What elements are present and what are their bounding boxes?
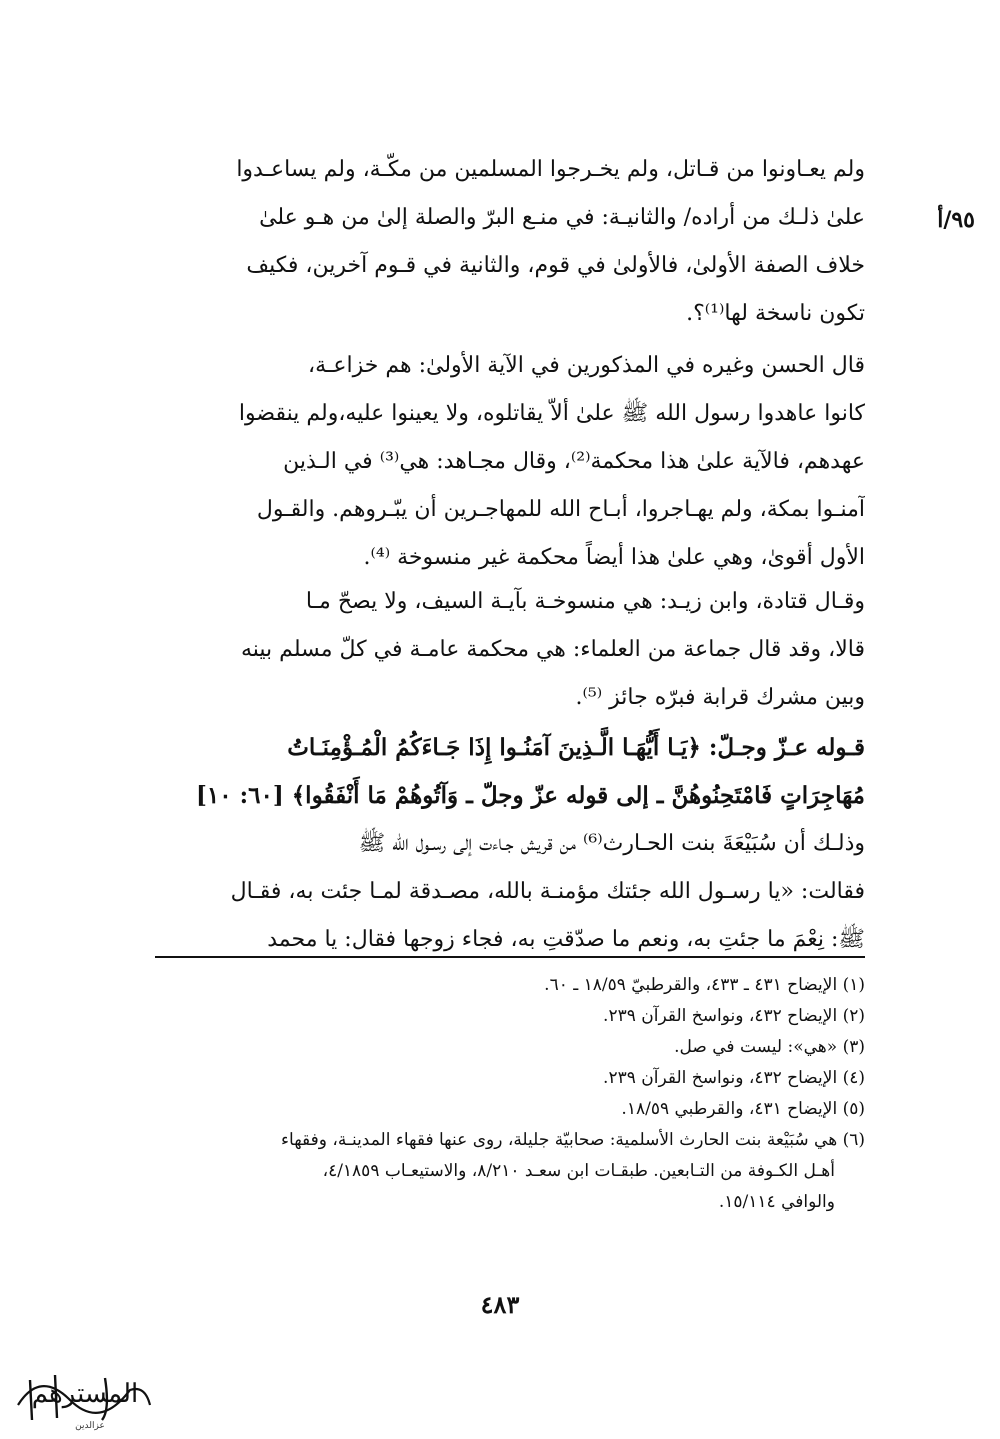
text-line: الأول أقوىٰ، وهي علىٰ هذا أيضاً محكمة غير منسوخة ⁽⁴⁾. [363,545,865,570]
text-line: آمنـوا بمكة، ولم يهـاجروا، أبـاح الله للمهاجـرين أن يبّـروهم. والقـول [256,497,865,522]
footnote: (٥) الإيضاح ٤٣١، والقرطبي ١٨/٥٩. [621,1099,865,1119]
paragraph-2 [155,342,865,582]
manuscript-folio-reference: ٩٥/أ [937,207,975,233]
footnote: (٦) هي سُبَيْعة بنت الحارث الأسلمية: صحابيّة جليلة، روى عنها فقهاء المدينـة، وفقهاء [281,1130,865,1150]
logo-sub-text: عزالدين [75,1421,105,1431]
text-line: قال الحسن وغيره في المذكورين في الآية الأولىٰ: هم خزاعـة، [308,353,865,378]
text-line: خلاف الصفة الأولىٰ، فالأولىٰ في قوم، والثانية في قـوم آخرين، فكيف [246,253,865,278]
text-line: علىٰ ذلـك من أراده/ والثانيـة: في منـع البرّ والصلة إلىٰ من هـو علىٰ [259,205,865,230]
footnote: (٣) «هي»: ليست في صل. [674,1037,865,1057]
footnotes [155,970,865,1218]
paragraph-4 [155,724,865,964]
text-line: ﷺ: نِعْمَ ما جئتِ به، ونعم ما صدّقتِ به، فجاء زوجها فقال: يا محمد [267,927,865,952]
footnote-continuation: والوافي ١٥/١١٤. [718,1192,835,1212]
footnote: (٤) الإيضاح ٤٣٢، ونواسخ القرآن ٢٣٩. [603,1068,865,1088]
text-line: فقالت: «يا رسـول الله جئتك مؤمنـة بالله، مصـدقة لمـا جئت به، فقـال [230,879,865,904]
quran-verse-line: مُهَاجِرَاتٍ فَامْتَحِنُوهُنَّ ـ إلى قوله عزّ وجلّ ـ وَآتُوهُمْ مَا أَنْفَقُوا﴾ [٦٠: ١٠] [195,782,865,809]
text-line: وقـال قتادة، وابن زيـد: هي منسوخـة بآيـة السيف، ولا يصحّ مـا [305,589,865,614]
footnote-continuation: أهـل الكـوفة من التـابعين. طبقـات ابن سعـد ٨/٢١٠، والاستيعـاب ٤/١٨٥٩، [322,1161,835,1181]
paragraph-3 [155,578,865,722]
text-line: وبين مشرك قرابة فبرّه جائز ⁽⁵⁾. [575,685,865,710]
page-number: ٤٨٣ [480,1290,520,1319]
text-line: وذلـك أن سُبَيْعَةَ بنت الحـارث⁽⁶⁾ من قريش جـاءت إلى رسـول الله ﷺ [358,831,865,856]
text-line: عهدهم، فالآية علىٰ هذا محكمة⁽²⁾، وقال مجـاهد: هي⁽³⁾ في الـذين [283,449,865,474]
footnote: (١) الإيضاح ٤٣١ ـ ٤٣٣، والقرطبيّ ١٨/٥٩ ـ ٦٠. [544,975,865,995]
logo-main-text: المسترهم [31,1379,139,1409]
footnote-divider [155,956,865,958]
quran-verse-line: قـوله عـزّ وجـلّ: ﴿يَـا أَيُّهَـا الَّـذِينَ آمَنُـوا إِذَا جَـاءَكُمُ الْمُـؤْمِنَـاتُ [287,734,865,761]
text-line: قالا، وقد قال جماعة من العلماء: هي محكمة عامـة في كلّ مسلم بينه [240,637,865,662]
text-line: ولم يعـاونوا من قـاتل، ولم يخـرجوا المسلمين من مكّـة، ولم يساعـدوا [236,157,865,182]
text-line: تكون ناسخة لها⁽¹⁾؟. [686,301,865,326]
text-line: كانوا عاهدوا رسول الله ﷺ علىٰ ألاّ يقاتلوه، ولا يعينوا عليه،ولم ينقضوا [238,401,865,426]
calligraphy-logo [10,1350,160,1435]
footnote: (٢) الإيضاح ٤٣٢، ونواسخ القرآن ٢٣٩. [603,1006,865,1026]
paragraph-1 [155,146,865,338]
